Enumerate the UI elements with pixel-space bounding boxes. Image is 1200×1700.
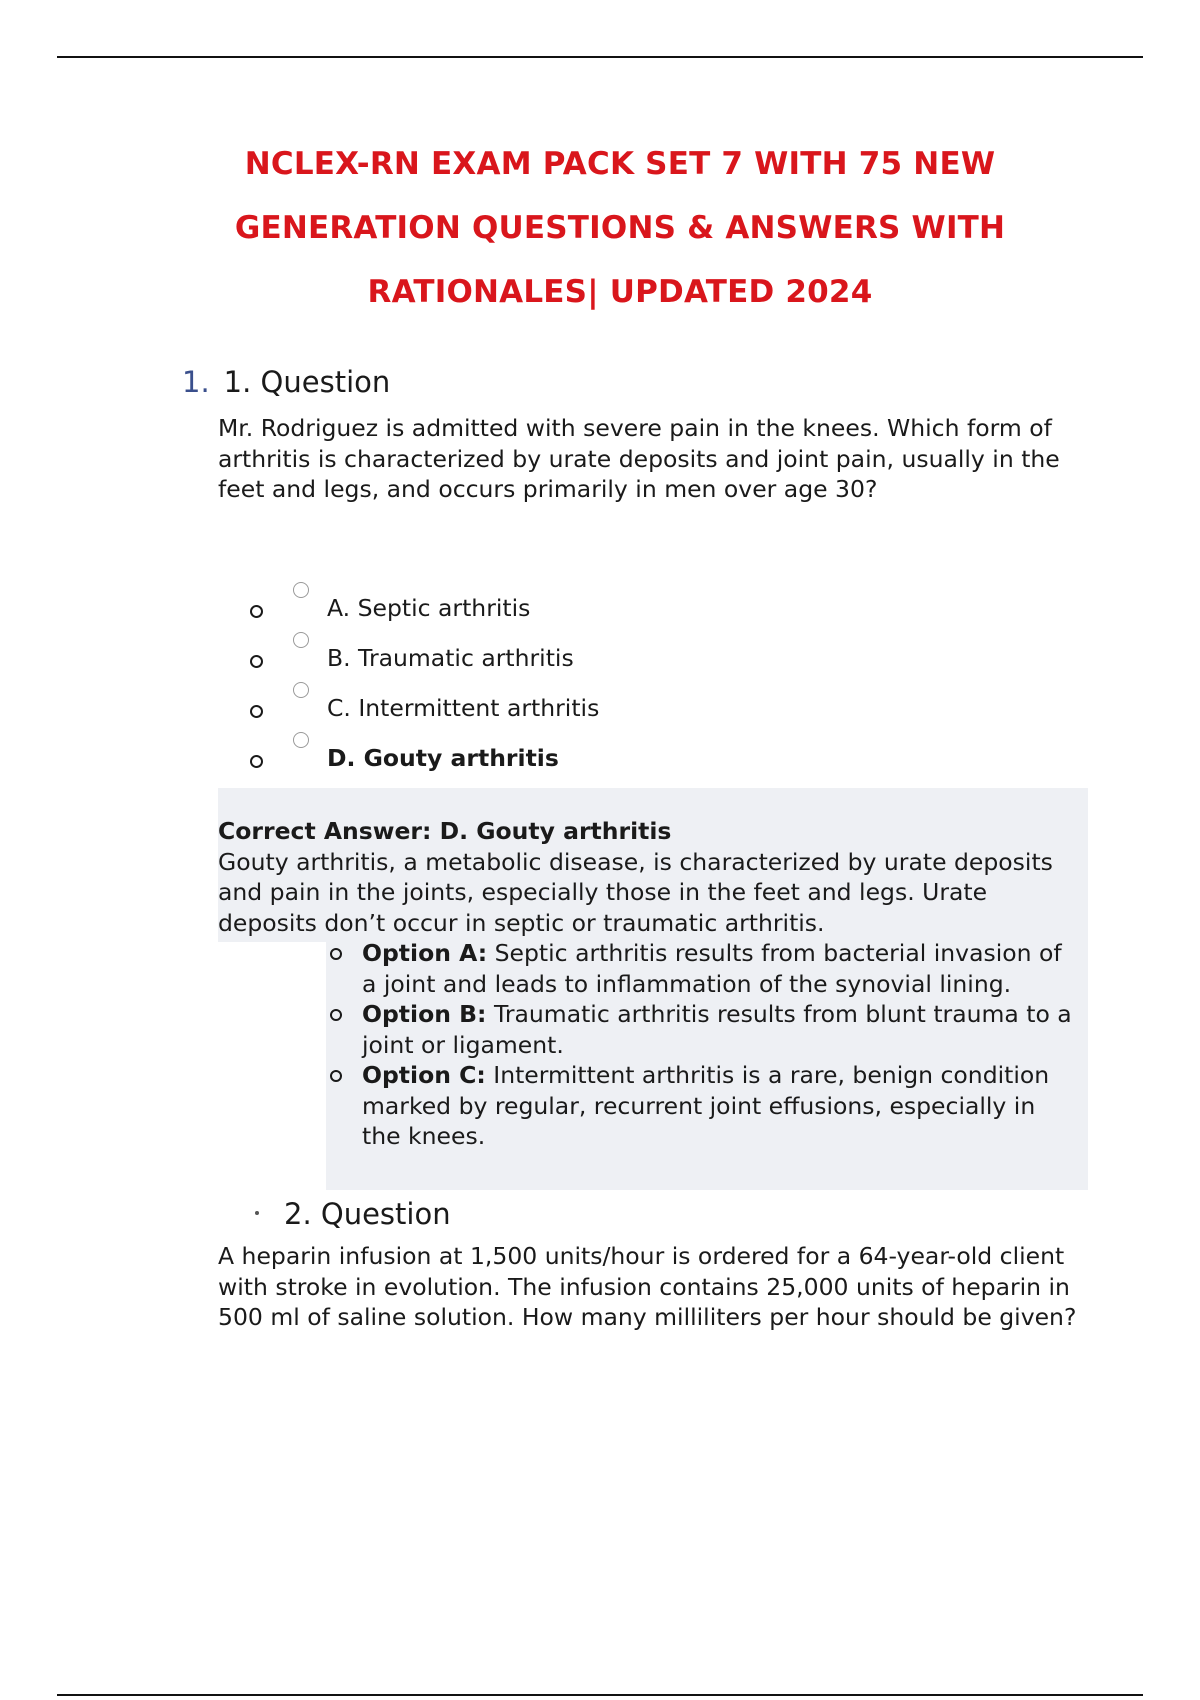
bullet-icon: [330, 1009, 342, 1021]
question-1-heading: [182, 364, 390, 400]
option-d-label: D. Gouty arthritis: [327, 744, 559, 772]
option-rationale-item: [326, 1060, 1072, 1152]
answer-explanation-box: [218, 788, 1088, 1190]
option-rationale-item: [326, 938, 1072, 999]
title-line-2: GENERATION QUESTIONS & ANSWERS WITH: [234, 210, 1006, 246]
option-rationale-label: Option B:: [362, 1000, 487, 1028]
option-rationale-text: Intermittent arthritis is a rare, benign condition marked by regular, recurrent joint effusions, especially in the knees.: [362, 1061, 1050, 1150]
question-1-text: Mr. Rodriguez is admitted with severe pain in the knees. Which form of arthritis is characterized by urate deposits and joint pain, usually in the feet and legs, and occurs primarily in men over age 30?: [218, 414, 1060, 503]
correct-answer-title: Correct Answer: D. Gouty arthritis: [218, 817, 672, 845]
header-rule: [57, 56, 1143, 58]
bullet-icon: [250, 655, 263, 668]
radio-button-icon[interactable]: [293, 682, 309, 698]
option-rationale-text: Septic arthritis results from bacterial invasion of a joint and leads to inflammation of the synovial lining.: [362, 939, 1062, 998]
option-rationale-list: [218, 938, 1088, 1152]
option-b[interactable]: [250, 633, 599, 683]
radio-button-icon[interactable]: [293, 732, 309, 748]
title-line-1: NCLEX-RN EXAM PACK SET 7 WITH 75 NEW: [244, 146, 996, 182]
option-b-label: B. Traumatic arthritis: [327, 644, 574, 672]
question-2-heading-text: 2. Question: [284, 1197, 451, 1231]
bullet-icon: [330, 1070, 342, 1082]
option-a[interactable]: [250, 583, 599, 633]
answer-content: [218, 816, 1088, 1152]
option-rationale-label: Option C:: [362, 1061, 486, 1089]
radio-button-icon[interactable]: [293, 632, 309, 648]
question-2-heading: [255, 1196, 451, 1232]
bullet-dot-icon: [255, 1211, 259, 1215]
option-rationale-item: [326, 999, 1072, 1060]
question-2-text: A heparin infusion at 1,500 units/hour is ordered for a 64-year-old client with stroke in evolution. The infusion contains 25,000 units of heparin in 500 ml of saline solution. How many milliliters per hour should be given?: [218, 1242, 1077, 1331]
option-c-label: C. Intermittent arthritis: [327, 694, 600, 722]
title-line-3: RATIONALES| UPDATED 2024: [367, 274, 873, 310]
document-title: [180, 132, 1060, 324]
footer-rule: [57, 1694, 1143, 1696]
bullet-icon: [250, 705, 263, 718]
answer-rationale: Gouty arthritis, a metabolic disease, is characterized by urate deposits and pain in the joints, especially those in the feet and legs. Urate deposits don’t occur in septic or traumatic arthritis.: [218, 847, 1053, 937]
option-rationale-text: Traumatic arthritis results from blunt trauma to a joint or ligament.: [362, 1000, 1072, 1059]
question-1-list-number: 1.: [182, 365, 210, 399]
option-rationale-label: Option A:: [362, 939, 488, 967]
option-a-label: A. Septic arthritis: [327, 594, 531, 622]
option-d[interactable]: [250, 733, 599, 783]
option-c[interactable]: [250, 683, 599, 733]
question-1-heading-text: 1. Question: [223, 365, 391, 399]
question-1-options: [250, 583, 599, 783]
bullet-icon: [250, 755, 263, 768]
bullet-icon: [250, 605, 263, 618]
radio-button-icon[interactable]: [293, 582, 309, 598]
bullet-icon: [330, 948, 342, 960]
